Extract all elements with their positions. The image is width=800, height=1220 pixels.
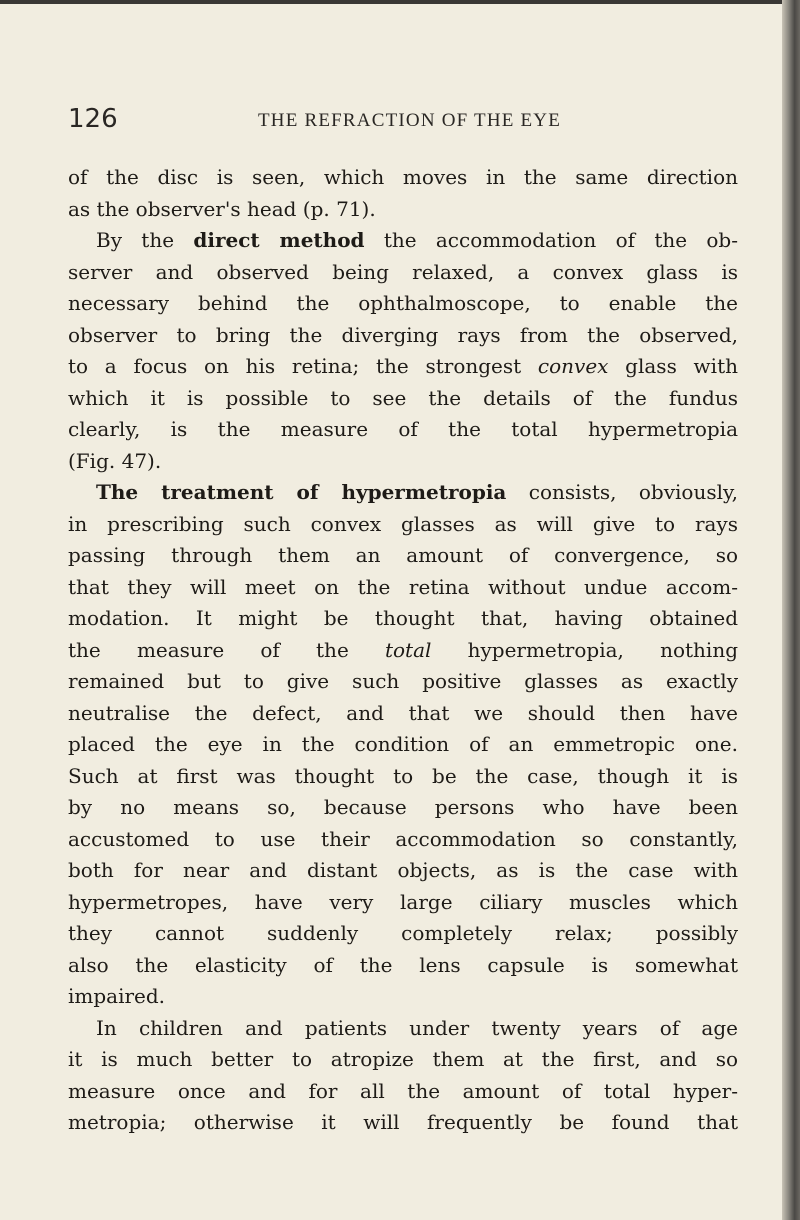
text-line: By the direct method the accommodation of the ob- [96, 228, 738, 252]
text-line: hypermetropes, have very large ciliary muscles which [68, 889, 738, 914]
text-line: remained but to give such positive glasses as exactly [68, 669, 738, 693]
text-line: clearly, is the measure of the total hypermetropia [68, 417, 738, 441]
text-line: In children and patients under twenty years of age [96, 1015, 738, 1040]
text-line: by no means so, because persons who have been [68, 795, 738, 819]
text-line: The treatment of hypermetropia consists, obviously, [96, 480, 738, 504]
text-line: in prescribing such convex glasses as will give to rays [68, 511, 738, 536]
running-title: THE REFRACTION OF THE EYE [258, 110, 562, 131]
text-line: the measure of the total hypermetropia, nothing [68, 637, 738, 662]
text-line: neutralise the defect, and that we should then have [68, 700, 738, 725]
text-line: also the elasticity of the lens capsule is somewhat [68, 952, 738, 977]
text-line: which it is possible to see the details of the fundus [68, 385, 738, 410]
text-line: necessary behind the ophthalmoscope, to enable the [68, 291, 738, 315]
text-line: (Fig. 47). [68, 448, 162, 473]
text-line: they cannot suddenly completely relax; possibly [68, 921, 738, 945]
text-line: passing through them an amount of convergence, so [68, 543, 738, 567]
running-head [0, 104, 782, 144]
text-line: Such at first was thought to be the case, though it is [68, 763, 738, 788]
italic-term: total [384, 637, 432, 662]
text-line: placed the eye in the condition of an emmetropic one. [68, 732, 738, 756]
page-edge-shadow [782, 0, 800, 1220]
text-line: to a focus on his retina; the strongest convex glass with [68, 354, 738, 378]
text-line: measure once and for all the amount of total hyper- [68, 1078, 738, 1103]
text-line: impaired. [68, 984, 166, 1008]
text-line: of the disc is seen, which moves in the same direction [68, 165, 738, 189]
bold-term: The treatment of hypermetropia [96, 480, 507, 504]
text-line: it is much better to atropize them at the first, and so [68, 1047, 738, 1071]
text-line: that they will meet on the retina without undue accom- [68, 574, 738, 599]
text-line: metropia; otherwise it will frequently be found that [68, 1110, 738, 1134]
text-line: accustomed to use their accommodation so constantly, [68, 826, 738, 851]
page-number: 126 [68, 104, 118, 134]
text-line: as the observer's head (p. 71). [68, 196, 376, 221]
italic-term: convex [537, 354, 609, 378]
bold-term: direct method [193, 228, 365, 252]
text-line: observer to bring the diverging rays from the observed, [68, 322, 738, 347]
text-line: server and observed being relaxed, a convex glass is [68, 259, 738, 284]
top-edge-rule [0, 0, 790, 4]
text-line: both for near and distant objects, as is the case with [68, 858, 738, 882]
text-line: modation. It might be thought that, having obtained [68, 606, 738, 630]
body-text [68, 162, 738, 1139]
